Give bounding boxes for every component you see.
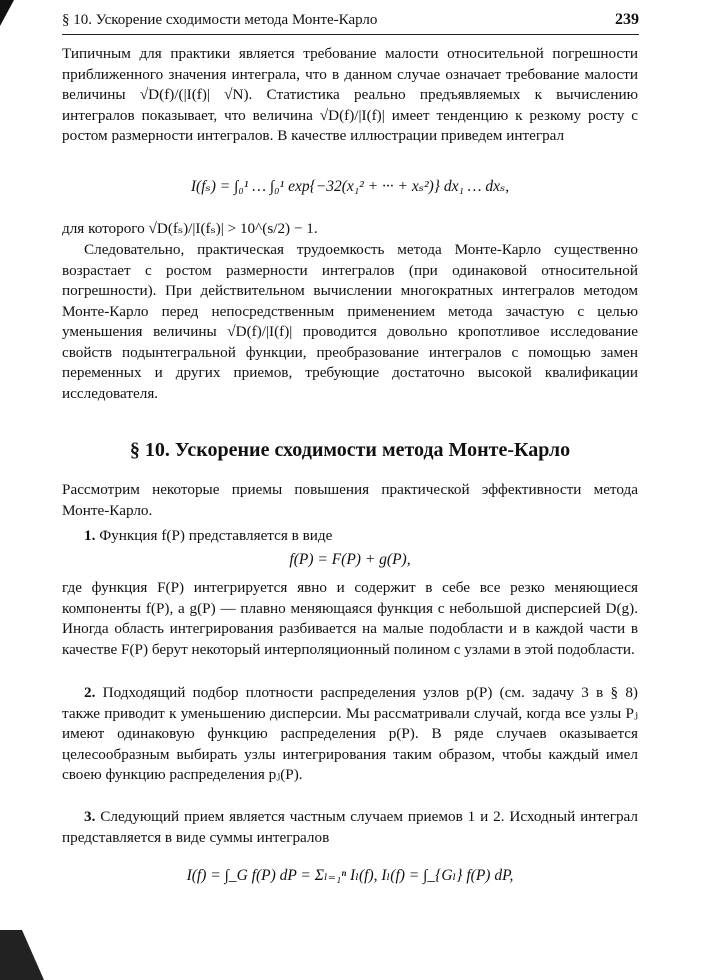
page-number: 239 <box>615 11 639 28</box>
item-text: Подходящий подбор плотности распределения узлов p(P) (см. задачу 3 в § 8) также приводит к уменьшению дисперсии. Мы рассматривали случай, когда все узлы Pⱼ имеют одинаковую функцию распределения p(P). В ряде случаев оказывается целесообразным выбирать узлы интегрирования таким образом, чтобы каждый имел своею функцию распределения pⱼ(P). <box>62 684 638 783</box>
scan-edge-mark <box>0 0 14 26</box>
page-header <box>62 10 639 35</box>
paragraph-1: Типичным для практики является требование малости относительной погрешности приближенного значения интеграла, что в данном случае означает требование малости величины √D(f)/(|I(f)| √N). Статистика реально предъявляемых к вычислению интегралов показывает, что величина √D(f)/|I(f)| имеет тенденцию к резкому росту с ростом размерности интегралов. В качестве иллюстрации приведем интеграл <box>62 45 638 144</box>
equation-2: f(P) = F(P) + g(P), <box>289 551 411 568</box>
paragraph-5: где функция F(P) интегрируется явно и содержит в себе все резко меняющиеся компоненты f(P), а g(P) — плавно меняющаяся функция с небольшой дисперсией D(g). Иногда область интегрирования разбивается на малые подобласти и в каждой части в качестве F(P) берут некоторый интерполяционный полином с узлами в этой подобласти. <box>62 579 638 658</box>
item-number: 2. <box>84 684 96 701</box>
equation-3: I(f) = ∫_G f(P) dP = Σₗ₌₁ⁿ Iₗ(f), Iₗ(f) = ∫_{Gₗ} f(P) dP, <box>186 867 514 884</box>
section-heading: § 10. Ускорение сходимости метода Монте-Карло <box>129 439 571 461</box>
scan-bottom-mark <box>0 880 44 980</box>
running-title: § 10. Ускорение сходимости метода Монте-Карло <box>62 12 378 28</box>
paragraph-4: Рассмотрим некоторые приемы повышения практической эффективности метода Монте-Карло. <box>62 481 638 519</box>
list-item-3 <box>62 807 638 848</box>
item-text: Следующий прием является частным случаем приемов 1 и 2. Исходный интеграл представляется в виде суммы интегралов <box>62 808 639 846</box>
list-item-1 <box>62 526 638 547</box>
paragraph-2: для которого √D(fₛ)/|I(fₛ)| > 10^(s/2) − 1. <box>62 220 318 237</box>
item-number: 3. <box>84 808 96 825</box>
equation-1: I(fₛ) = ∫₀¹ … ∫₀¹ exp{−32(x₁² + ··· + xₛ²)} dx₁ … dxₛ, <box>190 178 510 195</box>
list-item-2 <box>62 683 638 786</box>
paragraph-3: Следовательно, практическая трудоемкость метода Монте-Карло существенно возрастает с ростом размерности интегралов (при одинаковой относительной погрешности). При действительном вычислении многократных интегралов методом Монте-Карло перед непосредственным применением метода зачастую с целью уменьшения величины √D(f)/|I(f)| проводится довольно кропотливое исследование свойств подынтегральной функции, преобразование интегралов с помощью замен переменных и других приемов, требующие достаточно высокой квалификации исследователя. <box>62 241 638 402</box>
item-number: 1. <box>84 527 96 544</box>
item-text: Функция f(P) представляется в виде <box>99 527 333 544</box>
